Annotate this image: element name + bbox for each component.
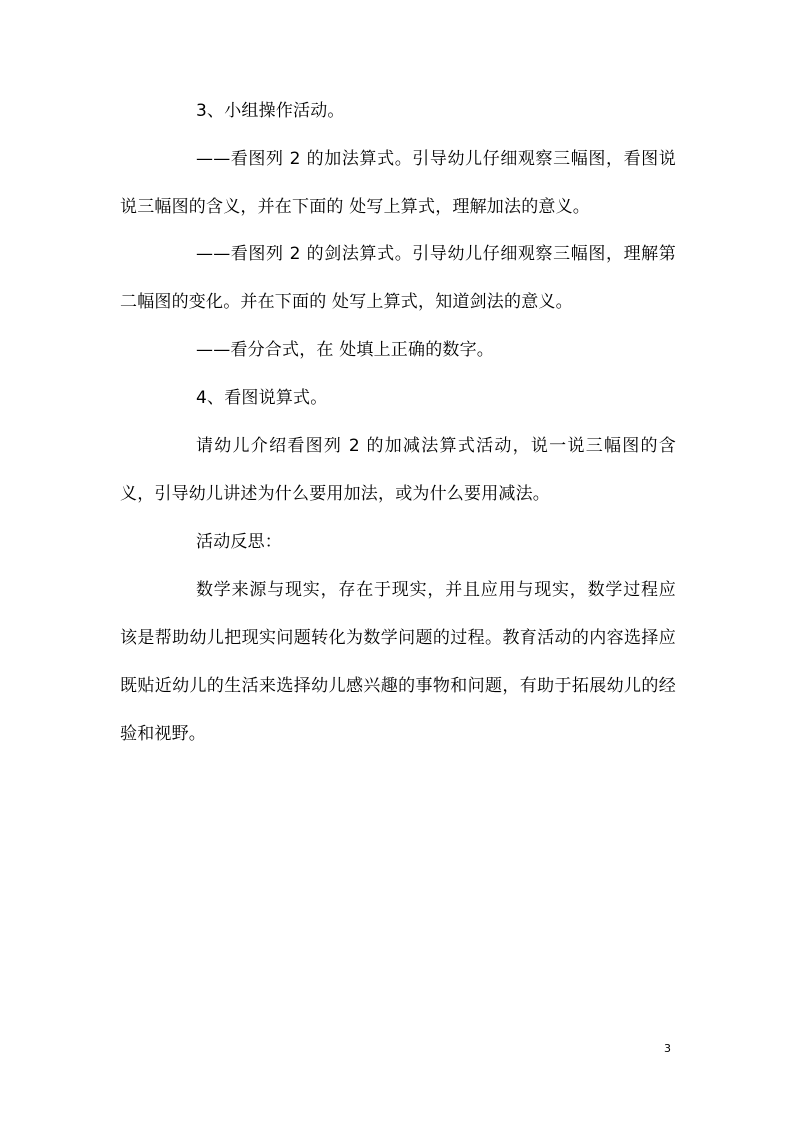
paragraph-decomposition-activity: ——看分合式，在 处填上正确的数字。: [196, 340, 495, 360]
paragraph-reflection-heading: 活动反思：: [196, 532, 282, 552]
paragraph-subtraction-activity: ——看图列 2 的剑法算式。引导幼儿仔细观察三幅图，理解第二幅图的变化。并在下面的 处写上算式，知道剑法的意义。: [120, 244, 676, 312]
paragraph-step-4-heading: 4、看图说算式。: [196, 388, 328, 408]
page-number: 3: [664, 1042, 671, 1055]
paragraph-addition-activity: ——看图列 2 的加法算式。引导幼儿仔细观察三幅图，看图说说三幅图的含义，并在下面的 处写上算式，理解加法的意义。: [120, 149, 676, 217]
paragraph-step-3-heading: 3、小组操作活动。: [196, 101, 345, 121]
paragraph-picture-equation: 请幼儿介绍看图列 2 的加减法算式活动，说一说三幅图的含义，引导幼儿讲述为什么要用加法，或为什么要用减法。: [120, 436, 676, 504]
paragraph-reflection-body: 数学来源与现实，存在于现实，并且应用与现实，数学过程应该是帮助幼儿把现实问题转化为数学问题的过程。教育活动的内容选择应既贴近幼儿的生活来选择幼儿感兴趣的事物和问题，有助于拓展幼儿的经验和视野。: [120, 580, 676, 744]
